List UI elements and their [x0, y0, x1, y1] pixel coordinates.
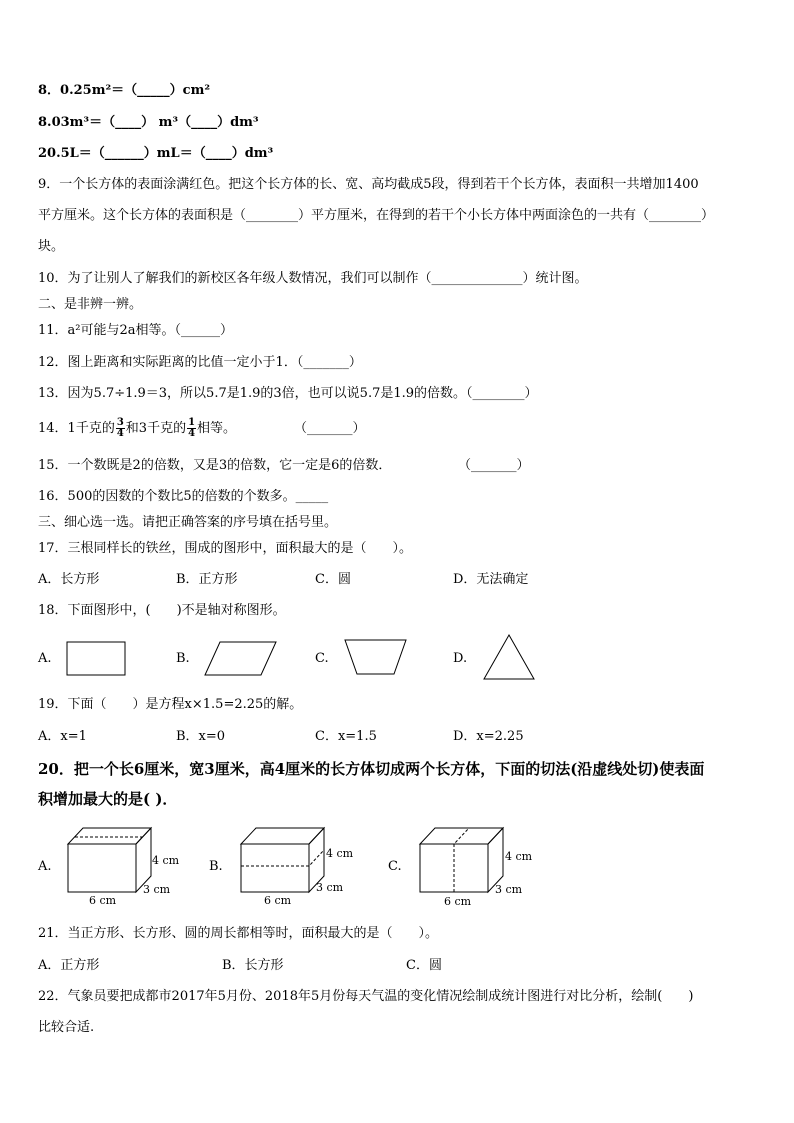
q9-line2: 平方厘米。这个长方体的表面积是（________）平方厘米，在得到的若干个小长方体中两面涂色的一共有（________） — [38, 208, 715, 223]
q21-option-b: B．长方形 — [222, 958, 284, 973]
height-label: 4 cm — [505, 850, 533, 863]
q19-option-d: D．x=2.25 — [453, 729, 524, 744]
cuboid-b — [241, 828, 354, 907]
q12-line: 12．图上距离和实际距离的比值一定小于1．（_______） — [38, 355, 362, 370]
q11-line: 11．a²可能与2a相等。（______） — [38, 323, 234, 338]
parallelogram-shape — [205, 642, 276, 675]
q18-shapes — [0, 630, 794, 690]
q14-line — [38, 416, 236, 442]
q22-line2: 比较合适. — [38, 1020, 95, 1035]
width-label: 3 cm — [143, 883, 171, 896]
q20-option-c: C. — [388, 859, 402, 874]
triangle-shape — [484, 635, 534, 679]
length-label: 6 cm — [89, 894, 117, 907]
q20-line1: 20．把一个长6厘米，宽3厘米，高4厘米的长方体切成两个长方体，下面的切法(沿虚线处切)使表面 — [38, 760, 705, 778]
q18-option-c: C. — [315, 651, 329, 666]
fraction-denominator: 4 — [116, 428, 124, 439]
q20-cuboid-figures — [0, 820, 794, 910]
q10-line: 10．为了让别人了解我们的新校区各年级人数情况，我们可以制作（______________）统计图。 — [38, 271, 588, 286]
fraction-3-4 — [116, 418, 125, 439]
q16-line: 16．500的因数的个数比5的倍数的个数多。_____ — [38, 489, 329, 504]
trapezoid-shape — [345, 640, 406, 674]
q19-line: 19．下面（ ）是方程x×1.5=2.25的解。 — [38, 697, 303, 712]
fraction-denominator: 4 — [188, 428, 196, 439]
cut-line — [454, 828, 469, 892]
width-label: 3 cm — [316, 881, 344, 894]
fraction-numerator: 3 — [116, 417, 124, 428]
fraction-numerator: 1 — [188, 417, 196, 428]
q19-option-b: B．x=0 — [176, 729, 226, 744]
q17-option-a: A．长方形 — [38, 572, 100, 587]
length-label: 6 cm — [444, 895, 472, 908]
q22-line1: 22．气象员要把成都市2017年5月份、2018年5月份每天气温的变化情况绘制成统计图进行对比分析，绘制( ) — [38, 989, 694, 1004]
q21-option-a: A．正方形 — [38, 958, 100, 973]
q20-option-a: A. — [38, 859, 52, 874]
width-label: 3 cm — [495, 883, 523, 896]
q13-line: 13．因为5.7÷1.9＝3，所以5.7是1.9的3倍，也可以说5.7是1.9的倍数。（________） — [38, 386, 538, 401]
cuboid-a — [68, 828, 180, 907]
q20-line2: 积增加最大的是( )． — [38, 790, 178, 808]
q8-line2: 8.03m³＝（____） m³（____）dm³ — [38, 115, 259, 130]
q8-line3: 20.5L＝（______）mL＝（____）dm³ — [38, 146, 274, 161]
q17-line: 17．三根同样长的铁丝，围成的图形中，面积最大的是（ ）。 — [38, 541, 413, 556]
height-label: 4 cm — [326, 847, 354, 860]
q21-line: 21．当正方形、长方形、圆的周长都相等时，面积最大的是（ ）。 — [38, 926, 439, 941]
section-2-title: 二、是非辨一辨。 — [38, 297, 143, 312]
q14-text-c: 相等。 — [197, 421, 237, 436]
q20-option-b: B. — [209, 859, 223, 874]
section-3-title: 三、细心选一选。请把正确答案的序号填在括号里。 — [38, 515, 338, 530]
length-label: 6 cm — [264, 894, 292, 907]
cuboid-c — [420, 828, 533, 908]
fraction-1-4 — [187, 418, 196, 439]
height-label: 4 cm — [152, 854, 180, 867]
q14-text-a: 14．1千克的 — [38, 421, 115, 436]
q14-text-b: 和3千克的 — [125, 421, 187, 436]
q17-option-c: C．圆 — [315, 572, 351, 587]
q18-option-a: A. — [38, 651, 52, 666]
q17-option-b: B．正方形 — [176, 572, 238, 587]
q19-option-a: A．x=1 — [38, 729, 87, 744]
q18-option-d: D. — [453, 651, 468, 666]
q21-option-c: C．圆 — [406, 958, 442, 973]
q17-option-d: D．无法确定 — [453, 572, 529, 587]
rectangle-shape — [67, 642, 125, 675]
q9-line3: 块。 — [38, 239, 65, 254]
q18-line: 18．下面图形中，( )不是轴对称图形。 — [38, 603, 286, 618]
q15-line: 15．一个数既是2的倍数，又是3的倍数，它一定是6的倍数． — [38, 458, 392, 473]
q18-option-b: B. — [176, 651, 190, 666]
q9-line1: 9．一个长方体的表面涂满红色。把这个长方体的长、宽、高均截成5段，得到若干个长方体，表面积一共增加1400 — [38, 177, 699, 192]
q14-answer-blank: （_______） — [294, 421, 366, 436]
q15-answer-blank: （_______） — [458, 458, 530, 473]
q19-option-c: C．x=1.5 — [315, 729, 377, 744]
q8-line1: 8．0.25m²＝（_____）cm² — [38, 83, 211, 98]
cut-line — [241, 850, 324, 866]
